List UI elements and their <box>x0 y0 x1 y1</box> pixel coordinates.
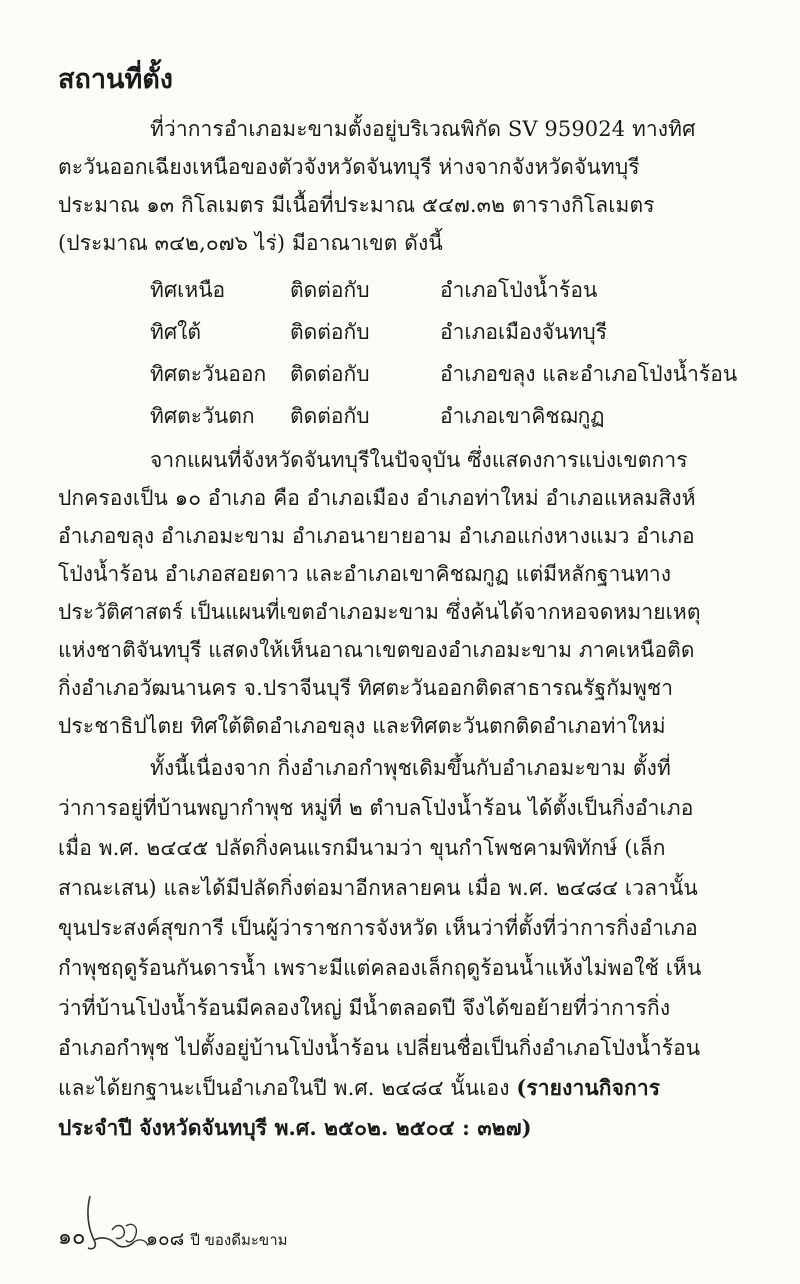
para3-line: ว่าที่บ้านโป่งน้ำร้อนมีคลองใหญ่ มีน้ำตลอดปี จึงได้ขอย้ายที่ว่าการกิ่ง <box>58 996 671 1020</box>
boundary-direction: ทิศตะวันออก <box>150 362 267 386</box>
boundary-row-west <box>150 397 604 435</box>
para1-line: ประมาณ ๑๓ กิโลเมตร มีเนื้อที่ประมาณ ๕๔๗.๓๒ ตารางกิโลเมตร <box>58 193 655 217</box>
boundary-relation: ติดต่อกับ <box>290 362 370 386</box>
boundary-place: อำเภอโป่งน้ำร้อน <box>440 278 598 302</box>
section-heading: สถานที่ตั้ง <box>58 64 173 95</box>
citation-text: (รายงานกิจการ <box>516 1075 661 1100</box>
book-title <box>146 1226 288 1253</box>
boundary-row-north <box>150 271 597 309</box>
para1-line: ที่ว่าการอำเภอมะขามตั้งอยู่บริเวณพิกัด SV 959024 ทางทิศ <box>150 117 696 141</box>
boundary-direction: ทิศเหนือ <box>150 278 226 302</box>
boundary-row-east <box>150 355 737 393</box>
boundary-place: อำเภอเมืองจันทบุรี <box>440 320 608 344</box>
para3-line: เมื่อ พ.ศ. ๒๔๔๕ ปลัดกิ่งคนแรกมีนามว่า ขุนกำโพชคามพิทักษ์ (เล็ก <box>58 836 666 860</box>
para2-line: จากแผนที่จังหวัดจันทบุรีในปัจจุบัน ซึ่งแสดงการแบ่งเขตการ <box>150 448 688 472</box>
boundary-direction: ทิศใต้ <box>150 320 202 344</box>
para2-line: แห่งชาติจันทบุรี แสดงให้เห็นอาณาเขตของอำเภอมะขาม ภาคเหนือติด <box>58 638 695 662</box>
para3-line: ขุนประสงค์สุขการี เป็นผู้ว่าราชการจังหวัด เห็นว่าที่ตั้งที่ว่าการกิ่งอำเภอ <box>58 916 698 940</box>
boundary-row-south <box>150 313 607 351</box>
para1-line: (ประมาณ ๓๔๒,๐๗๖ ไร่) มีอาณาเขต ดังนี้ <box>58 231 443 255</box>
para2-line: ประวัติศาสตร์ เป็นแผนที่เขตอำเภอมะขาม ซึ่งค้นได้จากหอจดหมายเหตุ <box>58 600 701 624</box>
page-footer <box>58 1210 358 1270</box>
book-title-number: ๑๐๘ <box>146 1228 185 1250</box>
boundary-relation: ติดต่อกับ <box>290 404 370 428</box>
para3-line: กำพุชฤดูร้อนกันดารน้ำ เพราะมีแต่คลองเล็กฤดูร้อนน้ำแห้งไม่พอใช้ เห็น <box>58 956 702 980</box>
para2-line: กิ่งอำเภอวัฒนานคร จ.ปราจีนบุรี ทิศตะวันออกติดสาธารณรัฐกัมพูชา <box>58 676 674 700</box>
boundary-place: อำเภอเขาคิชฌกูฏ <box>440 404 605 428</box>
boundary-relation: ติดต่อกับ <box>290 320 370 344</box>
boundary-relation: ติดต่อกับ <box>290 278 370 302</box>
para2-line: อำเภอขลุง อำเภอมะขาม อำเภอนายายอาม อำเภอแก่งหางแมว อำเภอ <box>58 524 695 548</box>
boundary-direction: ทิศตะวันตก <box>150 404 255 428</box>
para3-line: สาณะเสน) และได้มีปลัดกิ่งต่อมาอีกหลายคน เมื่อ พ.ศ. ๒๔๘๔ เวลานั้น <box>58 876 698 900</box>
para2-line: ปกครองเป็น ๑๐ อำเภอ คือ อำเภอเมือง อำเภอท่าใหม่ อำเภอแหลมสิงห์ <box>58 486 696 510</box>
page-number: ๑๐ <box>58 1225 86 1250</box>
tamarind-emblem-icon <box>82 1190 152 1254</box>
citation-line: ประจำปี จังหวัดจันทบุรี พ.ศ. ๒๕๐๒. ๒๕๐๔ : ๓๒๗) <box>58 1115 532 1140</box>
para3-final-text: และได้ยกฐานะเป็นอำเภอในปี พ.ศ. ๒๔๘๔ นั้นเอง <box>58 1076 517 1100</box>
boundary-place: อำเภอขลุง และอำเภอโป่งน้ำร้อน <box>440 362 738 386</box>
para3-line: ทั้งนี้เนื่องจาก กิ่งอำเภอกำพุชเดิมขึ้นกับอำเภอมะขาม ตั้งที่ <box>150 756 671 780</box>
para3-line: ว่าการอยู่ที่บ้านพญากำพุช หมู่ที่ ๒ ตำบลโป่งน้ำร้อน ได้ตั้งเป็นกิ่งอำเภอ <box>58 796 694 820</box>
para3-final-line <box>58 1069 660 1107</box>
para2-line: โป่งน้ำร้อน อำเภอสอยดาว และอำเภอเขาคิชฌกูฏ แต่มีหลักฐานทาง <box>58 562 672 586</box>
para1-line: ตะวันออกเฉียงเหนือของตัวจังหวัดจันทบุรี ห่างจากจังหวัดจันทบุรี <box>58 155 640 179</box>
para3-line: อำเภอกำพุช ไปตั้งอยู่บ้านโป่งน้ำร้อน เปลี่ยนชื่อเป็นกิ่งอำเภอโป่งน้ำร้อน <box>58 1036 701 1060</box>
para2-line: ประชาธิปไตย ทิศใต้ติดอำเภอขลุง และทิศตะวันตกติดอำเภอท่าใหม่ <box>58 714 666 738</box>
book-title-text: ปี ของดีมะขาม <box>190 1231 288 1249</box>
